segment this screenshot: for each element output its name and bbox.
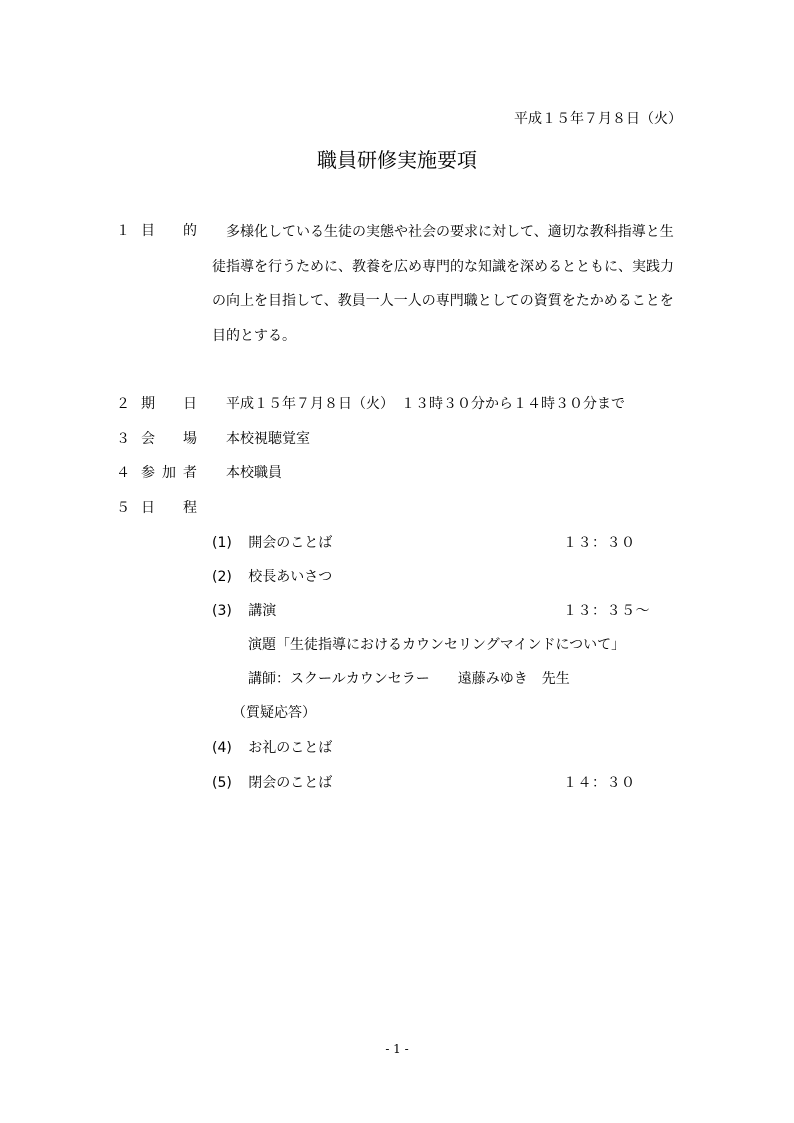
section-label-period: 期 日 xyxy=(141,396,197,412)
section-number-schedule: ５ xyxy=(116,500,130,516)
schedule-item-label: 開会のことば xyxy=(248,535,333,551)
section-number-period: ２ xyxy=(116,396,130,412)
section-label-schedule: 日 程 xyxy=(141,500,197,516)
schedule-item-label: 閉会のことば xyxy=(248,775,333,791)
purpose-text: 多様化している生徒の実態や社会の要求に対して、適切な教科指導と生徒指導を行うために、教養を広め専門的な知識を深めるとともに、実践力の向上を目指して、教員一人一人の専門職としての資質をたかめることを目的とする。 xyxy=(212,224,674,344)
schedule-item-number: (3) xyxy=(212,603,232,619)
schedule-item-number: (2) xyxy=(212,569,232,585)
lecture-theme: 演題「生徒指導におけるカウンセリングマインドについて」 xyxy=(248,637,626,653)
document-title: 職員研修実施要項 xyxy=(317,148,477,172)
section-number-participants: ４ xyxy=(116,465,130,481)
schedule-item xyxy=(212,776,332,790)
section-label-purpose: 目 的 xyxy=(141,223,197,239)
schedule-item-number: (1) xyxy=(212,535,232,551)
period-value: 平成１５年７月８日（火） １３時３０分から１４時３０分まで xyxy=(226,396,625,412)
page-number: - 1 - xyxy=(385,1042,409,1056)
section-number-venue: ３ xyxy=(116,431,130,447)
schedule-item-label: 講演 xyxy=(248,603,277,619)
schedule-item xyxy=(212,604,276,618)
section-label-participants: 参 加 者 xyxy=(141,465,197,481)
schedule-item-number: (4) xyxy=(212,740,232,756)
schedule-item-label: 校長あいさつ xyxy=(248,569,333,585)
lecturer: 講師：スクールカウンセラー 遠藤みゆき 先生 xyxy=(248,671,570,687)
document-date: 平成１５年７月８日（火） xyxy=(514,111,682,127)
schedule-item xyxy=(212,536,332,550)
schedule-item-time: １４：３０ xyxy=(563,775,636,791)
qa-session: （質疑応答） xyxy=(232,705,316,721)
venue-value: 本校視聴覚室 xyxy=(226,431,310,447)
schedule-item-label: お礼のことば xyxy=(248,740,333,756)
section-label-venue: 会 場 xyxy=(141,431,197,447)
schedule-item-number: (5) xyxy=(212,775,232,791)
section-number-purpose: １ xyxy=(116,223,130,239)
schedule-item-time: １３：３０ xyxy=(563,535,636,551)
schedule-item-time: １３：３５～ xyxy=(563,603,650,619)
schedule-item xyxy=(212,570,332,584)
schedule-item xyxy=(212,741,332,755)
participants-value: 本校職員 xyxy=(226,465,282,481)
